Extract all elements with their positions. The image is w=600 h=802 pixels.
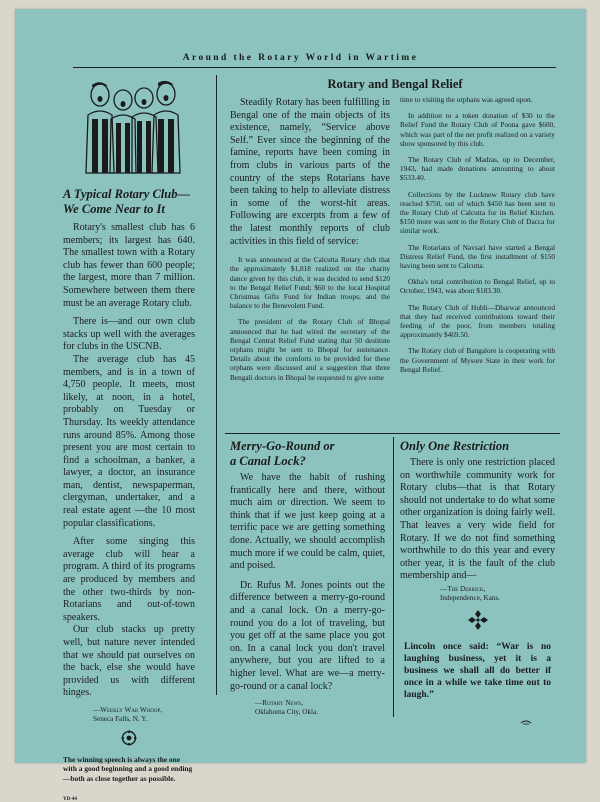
ornament-icon [467, 609, 489, 631]
typical-club-paragraph: There is—and our own club stacks up well with the averages for clubs in the USCNB. [63, 316, 195, 353]
bengal-column-2 [400, 95, 555, 374]
merry-title-1: Merry-Go-Round or [230, 439, 335, 453]
bengal-item: The president of the Rotary Club of Bhopal announced that he had wired the secretary of the Bengal Central Relief Fund stating that 50 destitute orphans might be sent to Bhopal for sustenance. Details about the comforts to be provided for these orphans were discussed and a suggestion that three Bengali doctors in Bhopal be requested to give some [230, 317, 390, 382]
restriction-title: Only One Restriction [400, 439, 510, 453]
lower-column-divider [393, 437, 394, 717]
bengal-item: time to visiting the orphans was agreed upon. [400, 95, 533, 104]
page-code: YD-44 [63, 797, 77, 802]
restriction-source: —The Derrick, [440, 584, 486, 593]
merry-paragraph: Dr. Rufus M. Jones points out the difference between a merry-go-round and a canal lock. On a merry-go-round you do a lot of traveling, but you get off at the same place you got on. In a canal lock you don't travel anywhere, but you are lifted to a higher level. What are we—a merry-go-round or a canal lock? [230, 579, 385, 692]
newsletter-page [15, 9, 586, 802]
bengal-column-1 [230, 97, 390, 382]
bengal-item: It was announced at the Calcutta Rotary club that the approximately $1,818 realized on the charity dance given by this club, it was decided to send $120 to the Bengal Relief Fund; $60 to the local Hospital Christmas Gifts Fund for Indian troops; and the balance to the Benevolent Fund. [230, 255, 390, 311]
restriction-paragraph: There is only one restriction placed on worthwhile community work for Rotary clubs—that is that Rotary should not undertake to do what some other organization is doing fairly well. That leaves a very wide field for Rotary. If we do not find something worthwhile to do this year and every other year, it is the fault of the club membership and— [400, 457, 555, 582]
restriction-column [400, 439, 555, 725]
bengal-item: The Rotarians of Navsari have started a Bengal Distress Relief Fund, the first installment of $150 having been sent to Calcutta. [400, 242, 555, 271]
restriction-source-location: Independence, Kans. [440, 593, 501, 602]
left-column [63, 75, 195, 802]
section-rule [225, 433, 560, 434]
merry-source: —Rotary News, [255, 699, 303, 708]
bengal-item: Collections by the Lucknow Rotary club have reached $750, out of which $450 has been sent to the Rotary Club of Calcutta for its Relief Kitchen. $150 more was sent to the Rotary Club of Dacca for similar work. [400, 189, 555, 236]
merry-paragraph: We have the habit of rushing frantically here and there, without much aim or direction. We seem to think that if we just keep going at a terrific pace we are getting something done. Actually, we should accomplish much more if we could be calm, quiet, and poised. [230, 472, 385, 572]
header-rule [73, 67, 556, 68]
column-divider [216, 75, 217, 695]
bengal-item: The Rotary club of Bangalore is cooperating with the Government of Mysore State in their work for Bengal Relief. [400, 346, 555, 374]
typical-club-title-2: We Come Near to It [63, 202, 165, 216]
winning-speech-note: The winning speech is always the one with a good beginning and a good ending—both as close together as possible. [63, 754, 193, 783]
merry-source-location: Oklahoma City, Okla. [255, 708, 319, 717]
running-title: Around the Rotary World in Wartime [182, 53, 419, 63]
small-mark-icon [520, 719, 532, 725]
typical-club-paragraph: The average club has 45 members, and is in a town of 4,750 people. It meets, most likely, at noon, in a hotel, probably on Tuesday or Thursday. Its weekly attendance runs around 85%. Among those present you are most certain to find a schoolman, a banker, a lawyer, a doctor, an insurance man, dentist, newspaperman, clergyman, undertaker, and a real estate agent —the 10 most popular classifications. [63, 353, 195, 529]
merry-title-2: a Canal Lock? [230, 454, 306, 468]
source-location: Seneca Falls, N. Y. [93, 714, 148, 723]
typical-club-title-1: A Typical Rotary Club— [63, 187, 190, 201]
typical-club-paragraph: After some singing this average club will hear a program. A third of its programs are produced by members and the other two-thirds by non-Rotarians and out-of-town speakers. [63, 536, 195, 623]
typical-club-paragraph: Our club stacks up pretty well, but nature never intended that we should pat ourselves on the back, else she would have provided us with different hinges. [63, 624, 195, 699]
bengal-item: In addition to a token donation of $30 to the Relief Fund the Rotary Club of Poona gave $600, which was part of the net profit realized on a variety show sponsored by this club. [400, 111, 555, 148]
bengal-item: Okha's total contribution to Bengal Relief, up to October, 1943, was about $183.30. [400, 277, 555, 296]
singing-quartet-icon [78, 75, 188, 175]
typical-club-paragraph: Rotary's smallest club has 6 members; its largest has 640. The smallest town with a Rotary club has fewer than 600 people; the largest, more than 7 million. Somewhere between them there must be an average Rotary club. [63, 222, 195, 309]
source-attribution: —Weekly War Whoop, [93, 705, 163, 714]
lincoln-quote: Lincoln once said: “War is no laughing business, yet it is a business we shall all do better if once in a while we take time out to laugh.” [404, 641, 551, 700]
bengal-intro: Steadily Rotary has been fulfilling in Bengal one of the main objects of its existence, namely, “Service above Self.” Ever since the beginning of the famine, reports have been coming in from clubs in various parts of the country of the steps Rotarians have been taking to help to alleviate distress in some of the worst-hit areas. Following are excerpts from a few of the latest monthly reports of club activities in this field of service: [230, 97, 390, 247]
bengal-item: The Rotary Club of Madras, up to December, 1943, had made donations amounting to about $533.40. [400, 155, 555, 183]
merry-go-round-column [230, 439, 385, 717]
bengal-title: Rotary and Bengal Relief [327, 77, 463, 91]
rotary-emblem-icon [121, 730, 137, 746]
bengal-item: The Rotary Club of Hubli—Dharwar announced that they had received contributions toward their feeding of the poor, from members totaling approximately $469.50. [400, 302, 555, 340]
